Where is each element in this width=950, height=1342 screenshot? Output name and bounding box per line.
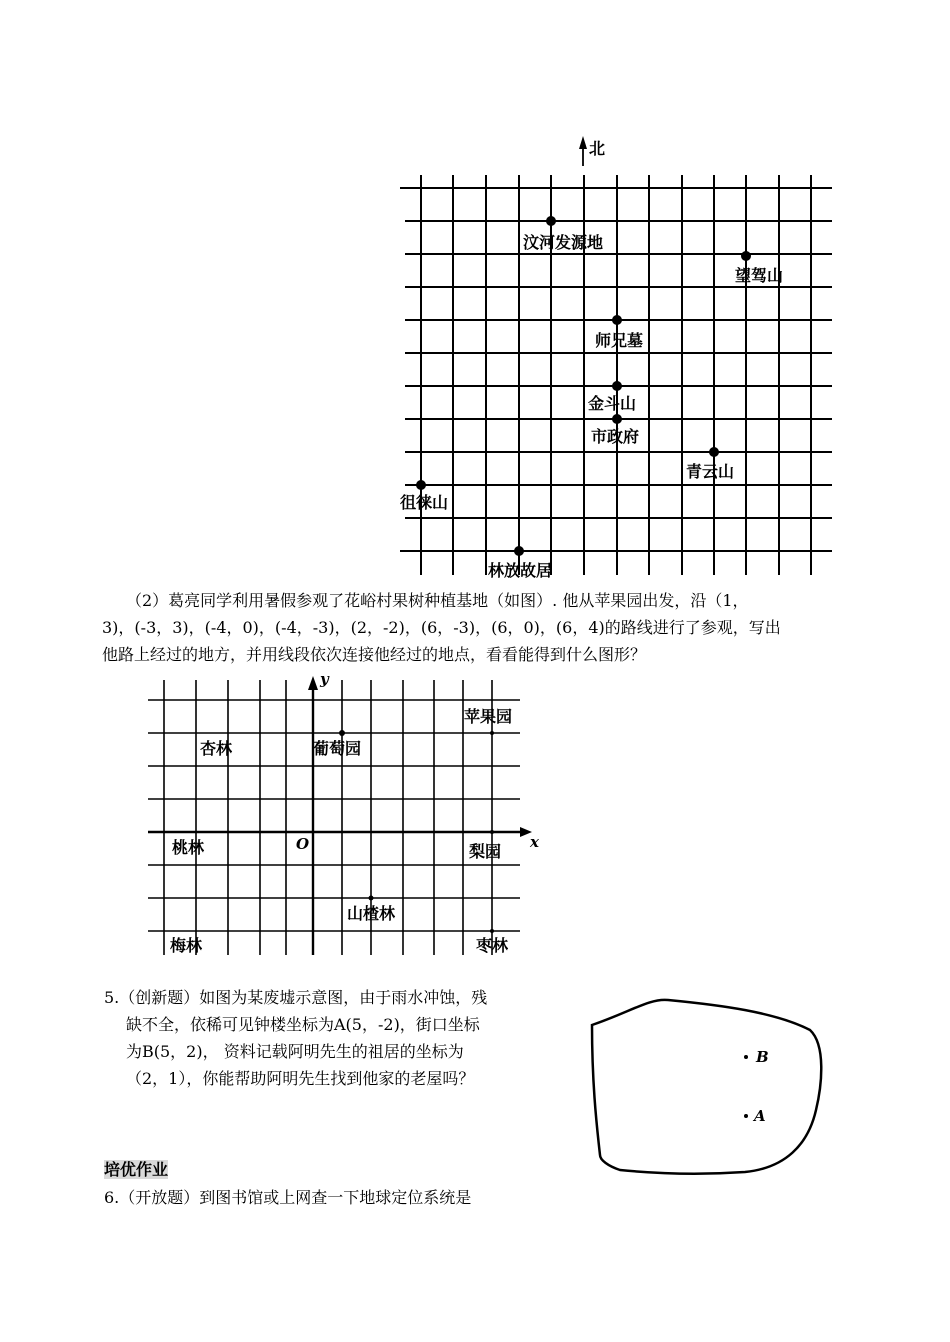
- orchard-label-hawthorn: 山楂林: [347, 904, 396, 923]
- y-axis-label: y: [320, 670, 329, 688]
- place-label-wenhe: 汶河发源地: [523, 233, 604, 252]
- point-a-label: A: [754, 1107, 766, 1125]
- place-dot-shizhengfu: [612, 414, 622, 424]
- place-label-qingyun: 青云山: [686, 462, 735, 481]
- orchard-dot-apple: [490, 731, 494, 735]
- place-label-shixiong: 师兄墓: [595, 331, 644, 350]
- place-label-wangjia: 望驾山: [735, 266, 784, 285]
- question-6: [104, 1184, 574, 1211]
- q5-line-2: 缺不全，依稀可见钟楼坐标为A(5，-2)，街口坐标: [126, 1015, 480, 1034]
- q2-line-2: 3)，(-3，3)，(-4，0)，(-4，-3)，(2，-2)，(6，-3)，(6，0)，(6，4)的路线进行了参观，写出: [102, 618, 781, 637]
- place-dot-jindou: [612, 381, 622, 391]
- q2-line-3: 他路上经过的地方，并用线段依次连接他经过的地点，看看能得到什么图形？: [102, 645, 647, 664]
- orchard-dot-grape: [339, 730, 345, 736]
- q5-line-1: 5.（创新题）如图为某废墟示意图，由于雨水冲蚀，残: [104, 988, 488, 1007]
- orchard-label-peach: 桃林: [172, 838, 205, 857]
- ruin-sketch: [580, 990, 830, 1180]
- question-5: [104, 984, 574, 1092]
- place-dot-wenhe: [546, 216, 556, 226]
- x-axis-label: x: [530, 833, 539, 851]
- orchard-dot-pear: [490, 830, 494, 834]
- orchard-label-pear: 梨园: [469, 842, 502, 861]
- place-dot-wangjia: [741, 251, 751, 261]
- north-arrow-icon: [579, 136, 587, 166]
- point-b-dot: [744, 1055, 748, 1059]
- orchard-label-apricot: 杏林: [200, 739, 233, 758]
- point-b-label: B: [756, 1048, 769, 1066]
- orchard-dot-hawthorn: [369, 896, 374, 901]
- orchard-label-plum: 梅林: [170, 936, 203, 955]
- orchard-label-apple: 苹果园: [464, 707, 513, 726]
- q5-line-4: （2，1），你能帮助阿明先生找到他家的老屋吗？: [126, 1069, 475, 1088]
- north-label: 北: [589, 139, 606, 158]
- point-a-dot: [744, 1114, 748, 1118]
- orchard-label-jujube: 枣林: [476, 936, 509, 955]
- origin-label: O: [296, 835, 310, 853]
- section-title-text: 培优作业: [104, 1160, 169, 1179]
- orchard-map: [140, 668, 550, 968]
- map1-grid: [400, 175, 832, 575]
- y-axis-arrow-icon: [308, 676, 318, 690]
- place-dot-qingyun: [709, 447, 719, 457]
- orchard-label-grape: 葡萄园: [313, 739, 362, 758]
- q2-line-1: （2）葛亮同学利用暑假参观了花峪村果树种植基地（如图）. 他从苹果园出发，沿（1，: [126, 591, 749, 610]
- orchard-dot-jujube: [490, 929, 494, 933]
- place-map: [395, 130, 840, 590]
- place-label-linfang: 林放故居: [488, 561, 553, 580]
- place-label-jindou: 金斗山: [588, 394, 637, 413]
- place-dot-linfang: [514, 546, 524, 556]
- q5-line-3: 为B(5，2)， 资料记载阿明先生的祖居的坐标为: [126, 1042, 464, 1061]
- section-title: [104, 1157, 168, 1180]
- place-dot-shixiong: [612, 315, 622, 325]
- place-dot-culai: [416, 480, 426, 490]
- question-2: [102, 587, 926, 668]
- place-label-culai: 徂徕山: [400, 493, 449, 512]
- place-label-shizhengfu: 市政府: [591, 427, 640, 446]
- q6-line-1: 6.（开放题）到图书馆或上网查一下地球定位系统是: [104, 1188, 472, 1207]
- ruin-outline: [592, 1000, 821, 1174]
